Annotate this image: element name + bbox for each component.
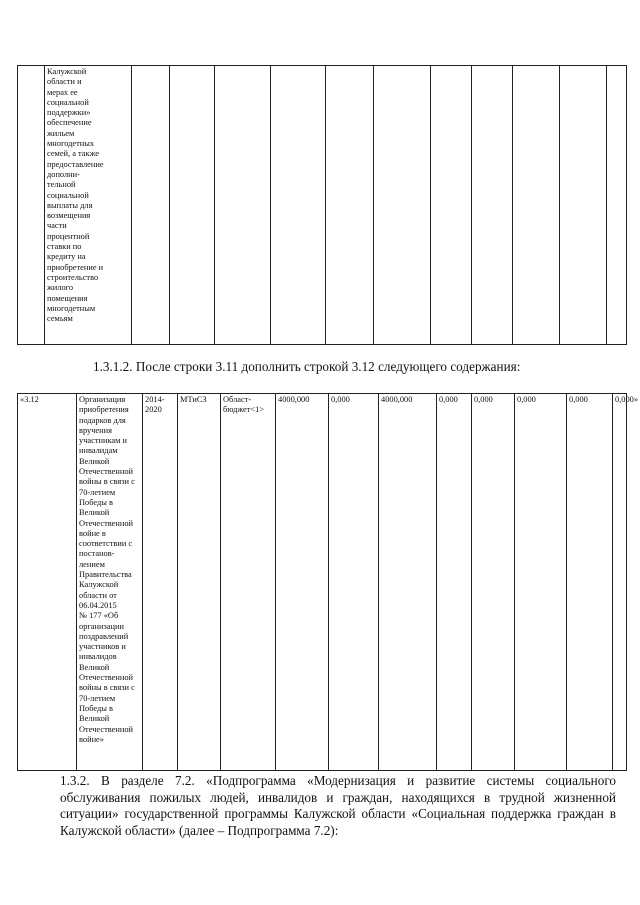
name-line: Калужской — [79, 580, 119, 590]
name-line: вручения — [79, 425, 112, 435]
name-line: семей, а также — [47, 149, 99, 159]
cell-2019 — [560, 66, 607, 345]
name-line: многодетным — [47, 303, 96, 313]
name-line: Победы в — [79, 497, 113, 507]
cell-total — [271, 66, 326, 345]
cell-period: 2014-2020 — [143, 394, 178, 771]
name-line: Великой — [79, 662, 110, 672]
name-line: лением — [79, 559, 105, 569]
cell-2017: 0,000 — [472, 394, 515, 771]
name-line: Отечественной — [79, 724, 133, 734]
name-line: войны в связи с — [79, 477, 135, 487]
name-line: войне» — [79, 734, 104, 744]
name-line: помещения — [47, 293, 88, 303]
measure-name-lines — [47, 67, 129, 324]
name-line: приобретения — [79, 405, 129, 415]
name-line: подарков для — [79, 415, 126, 425]
name-line: возмещения — [47, 211, 91, 221]
name-line: инвалидам — [79, 446, 118, 456]
name-line: строительство — [47, 272, 99, 282]
name-line: постанов- — [79, 549, 115, 559]
name-line: Отечественной — [79, 518, 133, 528]
name-line: области от — [79, 590, 117, 600]
name-line: участникам и — [79, 436, 127, 446]
cell-2018 — [513, 66, 560, 345]
measure-name-lines — [79, 395, 140, 745]
cell-2014: 0,000 — [329, 394, 379, 771]
cell-executor: МТиСЗ — [178, 394, 221, 771]
table-row — [18, 394, 627, 771]
cell-2016: 0,000 — [437, 394, 472, 771]
name-line: организации — [79, 621, 124, 631]
cell-number — [18, 66, 45, 345]
source-lines — [223, 395, 273, 416]
cell-2019: 0,000 — [567, 394, 613, 771]
paragraph-section-7-2: 1.3.2. В разделе 7.2. «Подпрограмма «Модернизация и развитие системы социального обслуживания пожилых людей, инвалидов и граждан, находящихся в трудной жизненной ситуации» государственной программы Калужской области «Социальная поддержка граждан в Калужской области» (далее – Подпрограмма 7.2): — [60, 773, 616, 838]
name-line: Калужской — [47, 67, 87, 76]
name-line: Победы в — [79, 703, 113, 713]
source-line: бюджет — [223, 405, 251, 415]
name-line: ставки по — [47, 242, 82, 252]
name-line: жилого — [47, 283, 74, 293]
cell-measure-name — [45, 66, 132, 345]
name-line: Организация — [79, 395, 126, 404]
cell-2017 — [472, 66, 513, 345]
cell-period — [132, 66, 170, 345]
name-line: соответствии с — [79, 539, 133, 549]
source-line: <1> — [250, 405, 265, 415]
name-line: приобретение и — [47, 262, 104, 272]
name-line: части — [47, 221, 67, 231]
name-line: поздравлений — [79, 631, 129, 641]
cell-total: 4000,000 — [276, 394, 329, 771]
table-new-row — [17, 393, 639, 771]
cell-2020 — [607, 66, 627, 345]
cell-number: «3.12 — [18, 394, 77, 771]
table-row — [18, 66, 627, 345]
table-continuation — [17, 65, 627, 345]
cell-2020: 0,000» — [613, 394, 627, 771]
name-line: Великой — [79, 456, 110, 466]
name-line: инвалидов — [79, 652, 117, 662]
name-line: войны в связи с — [79, 683, 135, 693]
name-line: предоставление — [47, 159, 104, 169]
name-line: № 177 «Об — [79, 611, 119, 621]
name-line: участников и — [79, 642, 126, 652]
name-line: семьям — [47, 314, 73, 324]
cell-measure-name — [77, 394, 143, 771]
name-line: 70-летием — [79, 487, 116, 497]
name-line: социальной — [47, 190, 89, 200]
name-line: социальной — [47, 97, 89, 107]
name-line: дополни- — [47, 169, 80, 179]
cell-2015 — [374, 66, 431, 345]
name-line: войне в — [79, 528, 106, 538]
name-line: тельной — [47, 180, 76, 190]
name-line: 70-летием — [79, 693, 116, 703]
name-line: процентной — [47, 231, 90, 241]
cell-2018: 0,000 — [515, 394, 567, 771]
name-line: Правительства — [79, 570, 132, 580]
name-line: кредиту на — [47, 252, 86, 262]
name-line: 06.04.2015 — [79, 600, 117, 610]
name-line: мерах ее — [47, 87, 78, 97]
name-line: жильем — [47, 128, 75, 138]
cell-2014 — [326, 66, 374, 345]
source-line: Област- — [223, 395, 252, 404]
cell-executor — [170, 66, 215, 345]
name-line: области и — [47, 77, 82, 87]
name-line: Великой — [79, 714, 110, 724]
name-line: обеспечение — [47, 118, 92, 128]
paragraph-insert-row: 1.3.1.2. После строки 3.11 дополнить строкой 3.12 следующего содержания: — [93, 359, 521, 374]
name-line: многодетных — [47, 139, 95, 149]
cell-source — [215, 66, 271, 345]
name-line: выплаты для — [47, 200, 93, 210]
name-line: Отечественной — [79, 673, 133, 683]
name-line: поддержки» — [47, 108, 91, 118]
name-line: Великой — [79, 508, 110, 518]
cell-source — [221, 394, 276, 771]
cell-2015: 4000,000 — [379, 394, 437, 771]
cell-2016 — [431, 66, 472, 345]
name-line: Отечественной — [79, 467, 133, 477]
